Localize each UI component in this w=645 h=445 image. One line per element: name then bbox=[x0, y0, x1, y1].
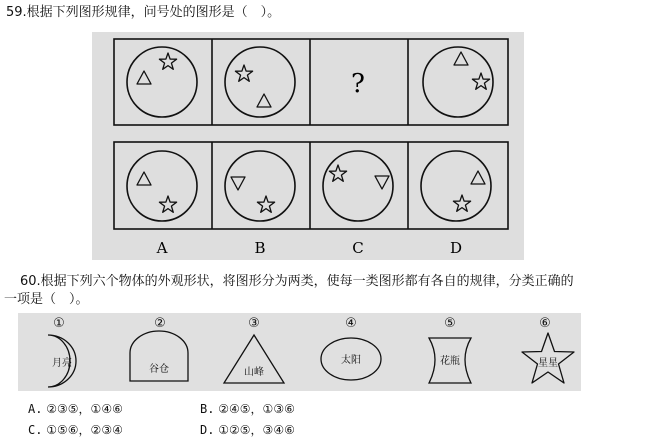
choice-figure-b[interactable] bbox=[225, 151, 295, 221]
object-label-star: 星星 bbox=[538, 358, 558, 369]
q59-diagram bbox=[92, 32, 524, 260]
choice-label-b: B bbox=[254, 239, 266, 257]
object-number-5: ⑤ bbox=[444, 316, 456, 331]
choice-label-a: A bbox=[156, 239, 168, 257]
object-label-sun: 太阳 bbox=[341, 355, 361, 366]
star-icon bbox=[159, 196, 176, 212]
q59-sequence-row bbox=[114, 39, 508, 125]
q60-shapes bbox=[18, 313, 581, 391]
object-label-moon: 月亮 bbox=[52, 358, 72, 369]
choice-label-d: D bbox=[449, 239, 463, 257]
question-60-title-line1: 60.根据下列六个物体的外观形状，将图形分为两类，使每一类图形都有各自的规律，分类正确的 bbox=[20, 274, 574, 289]
option-a[interactable] bbox=[28, 400, 123, 417]
object-number-4: ④ bbox=[345, 316, 357, 331]
question-mark: ? bbox=[351, 69, 365, 99]
object-label-mountain: 山峰 bbox=[244, 367, 264, 378]
option-c[interactable] bbox=[28, 421, 123, 438]
question-59-title: 59.根据下列图形规律，问号处的图形是（ ）。 bbox=[6, 5, 281, 20]
option-a-key: A. bbox=[28, 402, 43, 416]
object-label-vase: 花瓶 bbox=[440, 356, 460, 367]
option-b[interactable] bbox=[200, 400, 295, 417]
sequence-figure-1 bbox=[127, 47, 197, 117]
triangle-icon bbox=[231, 177, 245, 190]
option-c-key: C. bbox=[28, 423, 43, 437]
object-label-barn: 谷仓 bbox=[149, 364, 169, 375]
star-icon bbox=[235, 65, 252, 81]
star-icon bbox=[257, 196, 274, 212]
option-a-value: ②③⑤，①④⑥ bbox=[46, 402, 123, 416]
option-b-key: B. bbox=[200, 402, 215, 416]
option-d-value: ①②⑤，③④⑥ bbox=[218, 423, 295, 437]
triangle-icon bbox=[137, 172, 151, 185]
star-icon bbox=[329, 165, 346, 181]
option-d-key: D. bbox=[200, 423, 215, 437]
option-b-value: ②④⑤，①③⑥ bbox=[218, 402, 295, 416]
triangle-icon bbox=[375, 176, 389, 189]
choice-label-c: C bbox=[352, 239, 364, 257]
option-c-value: ①⑤⑥，②③④ bbox=[46, 423, 123, 437]
triangle-icon bbox=[471, 171, 485, 184]
choice-figure-a[interactable] bbox=[127, 151, 197, 221]
triangle-icon bbox=[257, 94, 271, 107]
sequence-figure-2 bbox=[225, 47, 295, 117]
question-59-figure bbox=[92, 32, 524, 260]
question-60-title-line2: 一项是（ ）。 bbox=[4, 292, 89, 307]
sequence-figure-4 bbox=[423, 47, 493, 117]
sequence-figure-unknown bbox=[351, 69, 365, 99]
object-number-3: ③ bbox=[248, 316, 260, 331]
triangle-icon bbox=[454, 52, 468, 65]
q59-choices-row bbox=[114, 142, 508, 257]
star-icon bbox=[453, 195, 470, 211]
object-number-2: ② bbox=[154, 316, 166, 331]
option-d[interactable] bbox=[200, 421, 295, 438]
choice-figure-c[interactable] bbox=[323, 151, 393, 221]
star-icon bbox=[472, 73, 489, 89]
triangle-icon bbox=[137, 71, 151, 84]
object-number-1: ① bbox=[53, 316, 65, 331]
object-number-6: ⑥ bbox=[539, 316, 551, 331]
star-icon bbox=[159, 53, 176, 69]
question-60-figure bbox=[18, 313, 581, 391]
choice-figure-d[interactable] bbox=[421, 151, 491, 221]
